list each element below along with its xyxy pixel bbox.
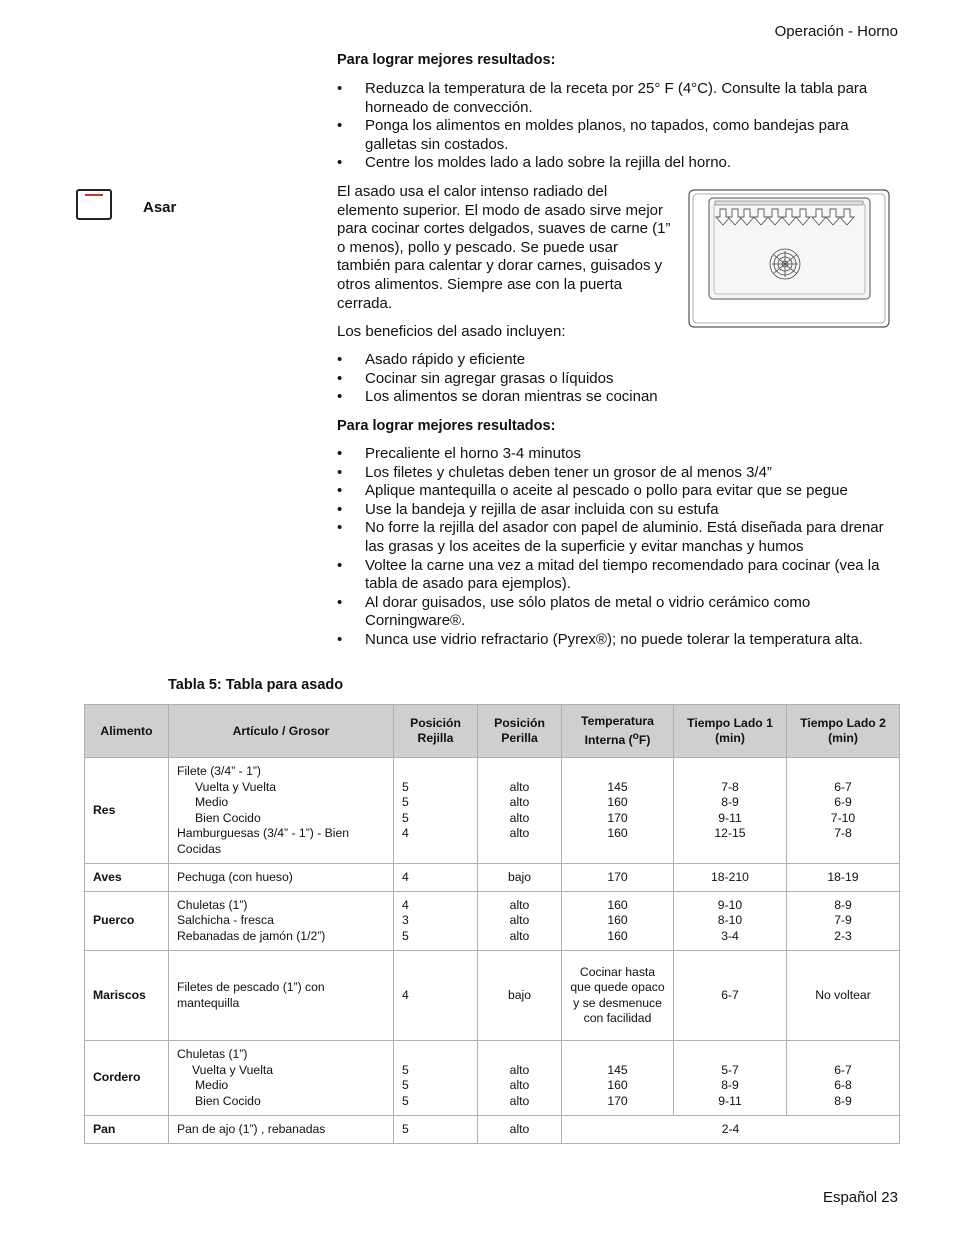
value-line: 5 [402,1062,409,1077]
value-line: 8-9 [721,1078,739,1092]
table-row [85,758,900,864]
value-line: 160 [607,795,628,809]
value-line: 5 [402,1093,409,1108]
value-line: alto [509,826,530,840]
value-line: 5 [402,810,409,825]
value-line: 5 [402,795,409,809]
temp-header-line2b: F) [638,733,651,748]
side2-cell: 18-19 [787,864,900,892]
broil-tips-list [337,445,902,650]
broil-tips-heading: Para lograr mejores resultados: [337,418,556,434]
value-line: 8-9 [834,897,852,912]
value-line: alto [509,1078,530,1092]
value-line: 4 [402,826,409,840]
value-line: 3-4 [721,928,739,943]
oven-broil-illustration-icon [688,189,890,329]
broil-benefits-intro: Los beneficios del asado incluyen: [337,323,566,340]
value-line: 5 [402,1078,409,1092]
value-line: alto [509,897,530,912]
list-item: • Precaliente el horno 3-4 minutos [337,445,902,464]
side1-cell [674,758,787,864]
side1-cell [674,1041,787,1116]
item-cell [169,892,394,951]
temp-cell: 170 [562,864,674,892]
rack-cell [394,758,478,864]
value-line: 9-11 [718,810,742,825]
broil-button-icon [76,189,112,220]
broil-benefits-list [337,351,902,407]
temp-header-line1: Temperatura [581,713,654,728]
table-row [85,1116,900,1144]
col-header-temp [562,705,674,758]
value-line: 5 [402,928,409,943]
value-line: 160 [607,913,628,928]
item-line: Medio [195,1078,229,1092]
item-line: Rebanadas de jamón (1/2”) [177,928,326,943]
value-line: 170 [607,1093,628,1108]
list-item: • Nunca use vidrio refractario (Pyrex®); no puede tolerar la temperatura alta. [337,631,902,650]
side2-cell [787,1041,900,1116]
list-item: • Aplique mantequilla o aceite al pescado o pollo para evitar que se pegue [337,482,902,501]
temp-cell [562,892,674,951]
value-line: 170 [607,810,628,825]
food-cell: Aves [85,864,169,892]
value-line: 160 [607,897,628,912]
page-footer: Español 23 [822,1189,898,1206]
value-line: 9-10 [717,897,743,912]
table-row [85,892,900,951]
page-header: Operación - Horno [774,23,898,40]
food-cell: Puerco [85,892,169,951]
item-line: Bien Cocido [195,1093,261,1108]
temp-header-degree: o [632,730,639,742]
value-line: 12-15 [714,826,746,840]
value-line: 145 [607,1062,628,1077]
value-line: 6-7 [834,1062,852,1077]
value-line: alto [509,779,530,794]
value-line: 2-3 [834,928,852,943]
item-cell [169,1041,394,1116]
value-line: alto [509,913,530,928]
col-header-item: Artículo / Grosor [169,705,394,758]
value-line: 8-9 [721,795,739,809]
table-caption: Tabla 5: Tabla para asado [168,677,344,693]
item-cell: Pechuga (con hueso) [169,864,394,892]
temp-header-line2a: Interna ( [584,733,633,748]
side1-cell: 6-7 [674,951,787,1041]
value-line: 7-10 [830,810,856,825]
table-row [85,951,900,1041]
value-line: 6-9 [834,795,852,809]
col-header-side1: Tiempo Lado 1 (min) [674,705,787,758]
food-cell: Mariscos [85,951,169,1041]
value-line: 9-11 [718,1093,742,1108]
value-line: alto [509,1062,530,1077]
value-line: 145 [607,779,628,794]
convection-tips-heading: Para lograr mejores resultados: [337,52,556,68]
knob-cell: bajo [478,864,562,892]
table-header-row [85,705,900,758]
broil-label: Asar [143,199,177,216]
temp-cell [562,758,674,864]
food-cell: Pan [85,1116,169,1144]
value-line: alto [509,928,530,943]
item-line: Vuelta y Vuelta [192,1062,274,1077]
side1-cell [674,892,787,951]
item-cell: Pan de ajo (1”) , rebanadas [169,1116,394,1144]
rack-cell: 4 [394,951,478,1041]
rack-cell: 5 [394,1116,478,1144]
value-line: 160 [607,1078,628,1092]
side2-cell: No voltear [787,951,900,1041]
item-line: Medio [195,795,229,809]
item-line: Chuletas (1”) [177,897,248,912]
knob-cell: alto [478,1116,562,1144]
food-cell: Cordero [85,1041,169,1116]
item-cell: Filetes de pescado (1”) con mantequilla [169,951,394,1041]
value-line: 8-9 [834,1093,852,1108]
side1-cell: 18-210 [674,864,787,892]
value-line: 5-7 [721,1062,739,1077]
knob-cell [478,1041,562,1116]
convection-tips-list [337,80,902,173]
list-item: • Reduzca la temperatura de la receta por 25° F (4°C). Consulte la tabla para horneado de convección. [337,80,902,117]
list-item: • Centre los moldes lado a lado sobre la rejilla del horno. [337,154,902,173]
value-line: 4 [402,897,409,912]
temp-cell: Cocinar hasta que quede opaco y se desmenuce con facilidad [562,951,674,1041]
col-header-side2: Tiempo Lado 2 (min) [787,705,900,758]
list-item: • Los alimentos se doran mientras se cocinan [337,388,902,407]
knob-cell: bajo [478,951,562,1041]
value-line: alto [509,795,530,809]
list-item: • Cocinar sin agregar grasas o líquidos [337,370,902,389]
list-item: • Voltee la carne una vez a mitad del tiempo recomendado para cocinar (vea la tabla de asado para ejemplos). [337,557,902,594]
item-cell [169,758,394,864]
value-line: 160 [607,928,628,943]
temp-cell [562,1041,674,1116]
list-item: • No forre la rejilla del asador con papel de aluminio. Está diseñada para drenar las grasas y los aceites de la superficie y evitar manchas y humos [337,519,902,556]
value-line: alto [509,810,530,825]
item-line: Hamburguesas (3/4” - 1”) - Bien Cocidas [177,826,350,856]
col-header-food: Alimento [85,705,169,758]
value-line: 7-9 [834,913,852,928]
list-item: • Asado rápido y eficiente [337,351,902,370]
value-line: alto [509,1093,530,1108]
knob-cell [478,758,562,864]
list-item: • Los filetes y chuletas deben tener un grosor de al menos 3/4” [337,464,902,483]
list-item: • Use la bandeja y rejilla de asar incluida con su estufa [337,501,902,520]
table-row [85,1041,900,1116]
col-header-rack: Posición Rejilla [394,705,478,758]
broil-table [84,704,900,1144]
value-line: 8-10 [717,913,743,928]
rack-cell: 4 [394,864,478,892]
col-header-knob: Posición Perilla [478,705,562,758]
value-line: 160 [607,826,628,840]
value-line: 6-7 [834,779,852,794]
item-line: Salchicha - fresca [177,913,274,928]
item-line: Vuelta y Vuelta [195,779,277,794]
item-line: Filete (3/4” - 1”) [177,764,261,778]
value-line: 7-8 [721,779,739,794]
rack-cell [394,892,478,951]
food-cell: Res [85,758,169,864]
item-line: Bien Cocido [195,810,261,825]
side2-cell [787,892,900,951]
value-line: 5 [402,779,409,794]
list-item: • Al dorar guisados, use sólo platos de metal o vidrio cerámico como Corningware®. [337,594,902,631]
rack-cell [394,1041,478,1116]
value-line: 7-8 [834,826,852,840]
table-row [85,864,900,892]
value-line: 6-8 [834,1078,852,1092]
knob-cell [478,892,562,951]
side2-cell [787,758,900,864]
time-cell: 2-4 [562,1116,900,1144]
item-line: Chuletas (1”) [177,1047,248,1061]
list-item: • Ponga los alimentos en moldes planos, no tapados, como bandejas para galletas sin costados. [337,117,902,154]
broil-intro: El asado usa el calor intenso radiado del elemento superior. El modo de asado sirve mejor para cocinar cortes delgados, suaves de carne (1” o menos), pollo y pescado. Se puede usar también para calentar y dorar carnes, guisados y otros alimentos. Siempre ase con la puerta cerrada. [337,183,671,312]
value-line: 3 [402,913,409,928]
